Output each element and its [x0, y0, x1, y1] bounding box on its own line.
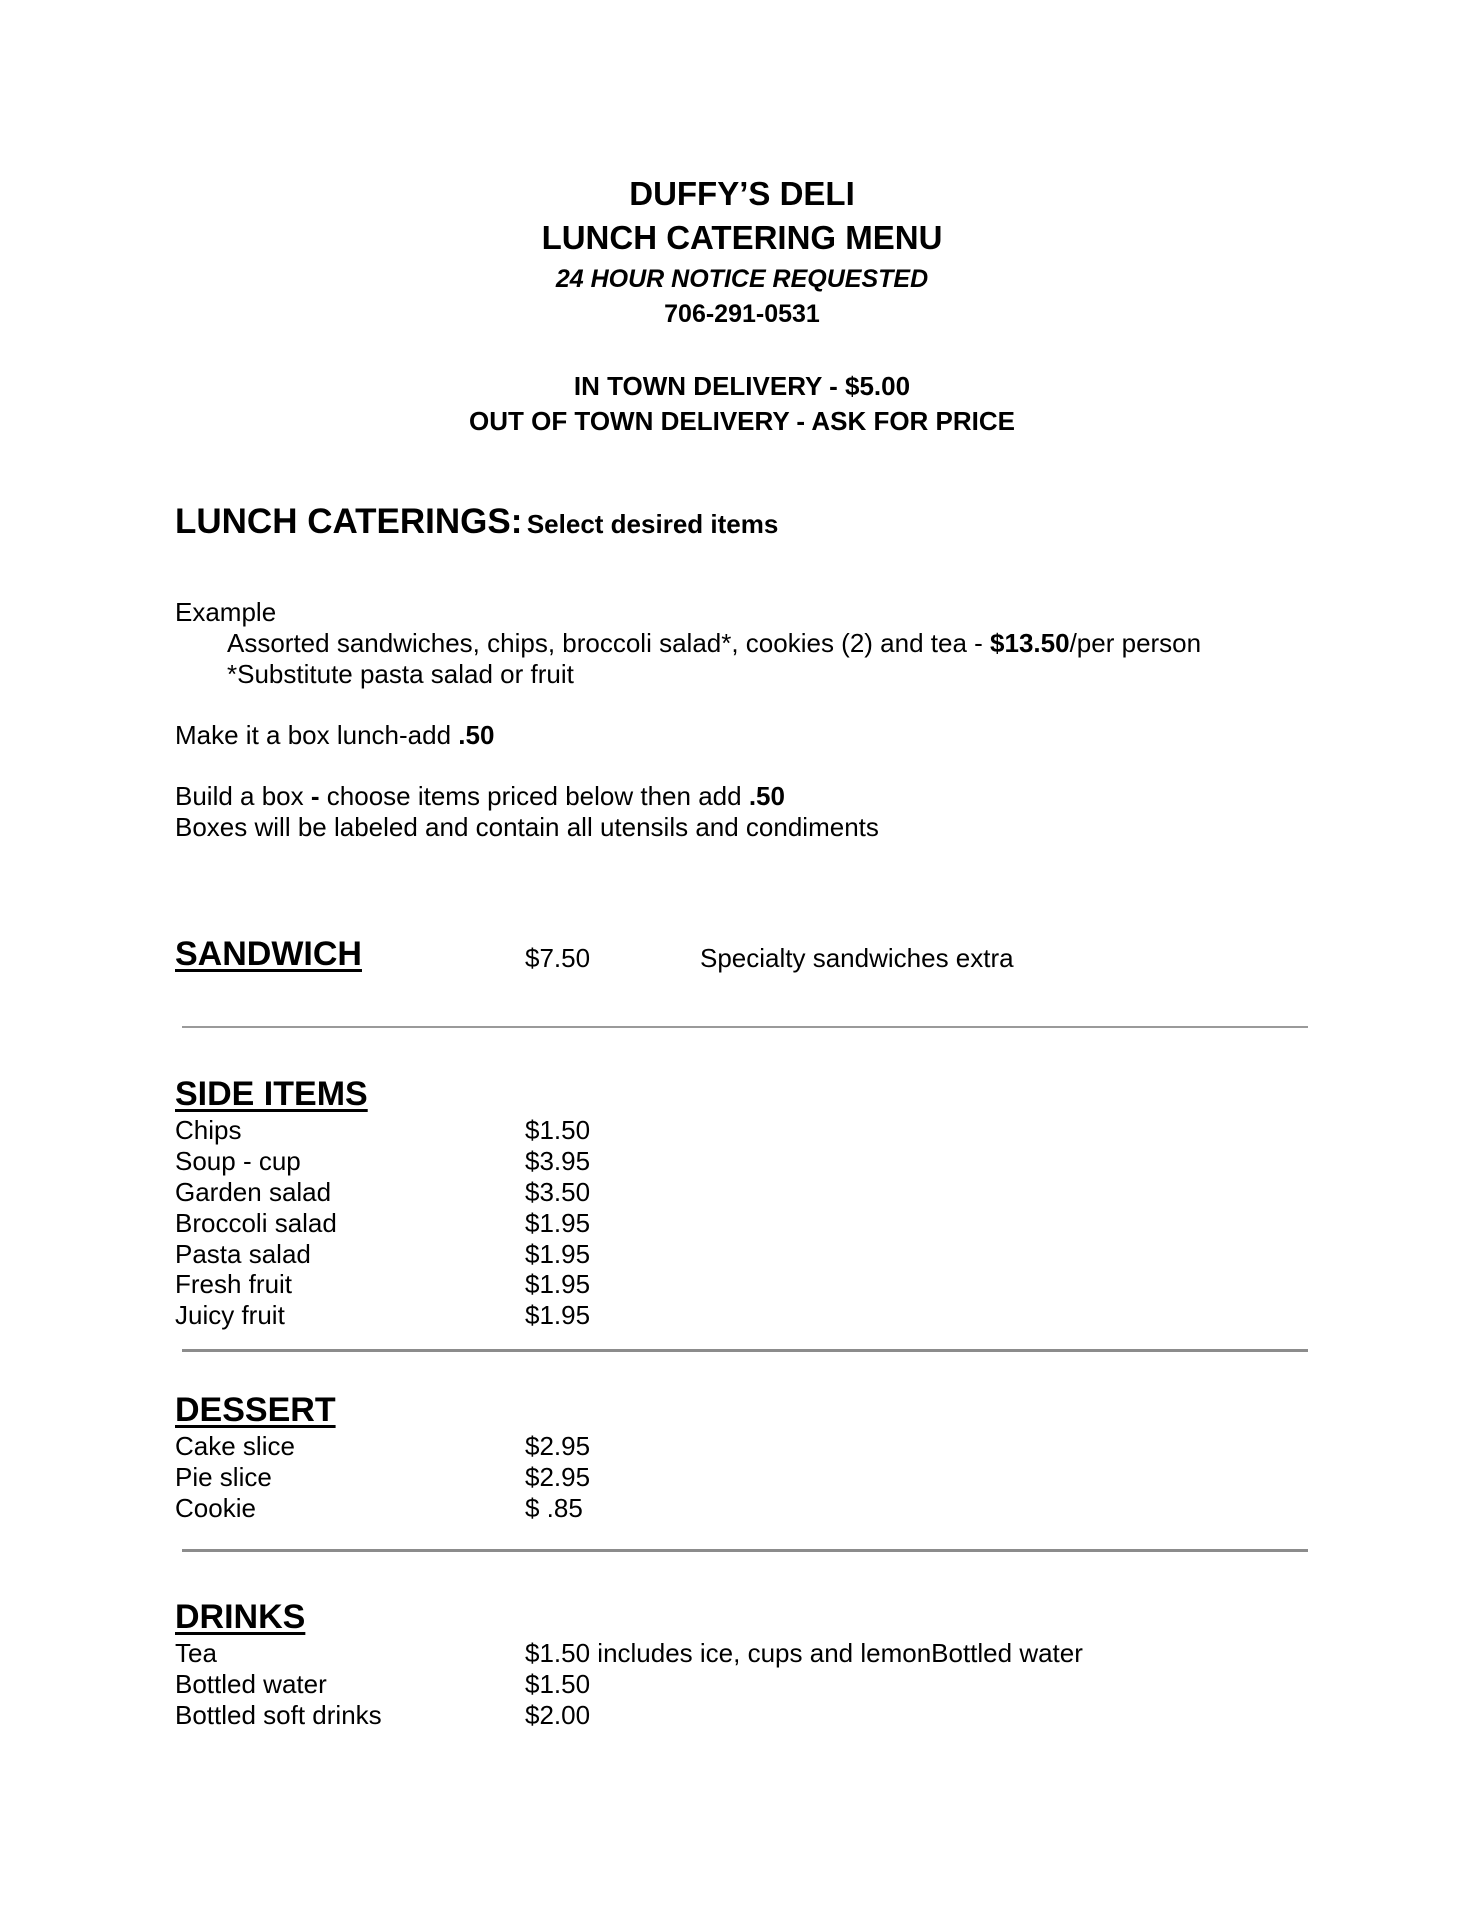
side-item-price: $1.95 — [525, 1208, 591, 1238]
side-item-name: Broccoli salad — [175, 1208, 337, 1238]
side-items-heading: SIDE ITEMS — [175, 1075, 368, 1113]
divider-side-items — [182, 1349, 1308, 1352]
business-name: DUFFY’S DELI — [629, 175, 855, 212]
divider-dessert — [182, 1549, 1308, 1552]
divider-sandwich — [182, 1026, 1308, 1028]
dessert-item-name: Pie slice — [175, 1462, 272, 1492]
side-item-price: $3.95 — [525, 1146, 591, 1176]
menu-title: LUNCH CATERING MENU — [541, 219, 943, 256]
side-item-name: Soup - cup — [175, 1146, 301, 1176]
caterings-subheading: Select desired items — [526, 509, 779, 539]
sandwich-heading: SANDWICH — [175, 935, 362, 973]
side-item-name: Pasta salad — [175, 1239, 311, 1269]
notice-text: 24 HOUR NOTICE REQUESTED — [555, 265, 929, 293]
box-lunch-price: .50 — [458, 720, 495, 750]
drinks-heading: DRINKS — [175, 1598, 306, 1636]
drink-item-price: $1.50 — [525, 1669, 591, 1699]
sandwich-note: Specialty sandwiches extra — [700, 943, 1014, 973]
build-box-dash: - — [310, 781, 320, 811]
side-item-price: $1.95 — [525, 1239, 591, 1269]
side-item-name: Juicy fruit — [175, 1300, 285, 1330]
drink-item-name: Tea — [175, 1638, 217, 1668]
example-label: Example — [175, 597, 277, 627]
caterings-heading-row — [175, 502, 778, 542]
out-of-town-delivery: OUT OF TOWN DELIVERY - ASK FOR PRICE — [468, 406, 1016, 436]
caterings-heading: LUNCH CATERINGS: — [175, 502, 523, 541]
drink-item-name: Bottled water — [175, 1669, 327, 1699]
in-town-delivery: IN TOWN DELIVERY - $5.00 — [573, 371, 911, 401]
example-line-text: Assorted sandwiches, chips, broccoli salad*, cookies (2) and tea - — [227, 628, 991, 658]
side-item-price: $1.95 — [525, 1300, 591, 1330]
dessert-item-price: $2.95 — [525, 1462, 591, 1492]
box-lunch-line — [175, 720, 494, 751]
build-box-price: .50 — [748, 781, 785, 811]
side-item-name: Fresh fruit — [175, 1269, 293, 1299]
dessert-item-name: Cake slice — [175, 1431, 295, 1461]
side-item-price: $1.95 — [525, 1269, 591, 1299]
side-item-price: $3.50 — [525, 1177, 591, 1207]
example-line-suffix: /per person — [1069, 628, 1202, 658]
sandwich-price: $7.50 — [525, 943, 591, 973]
build-box-note: Boxes will be labeled and contain all utensils and condiments — [175, 812, 879, 842]
example-line — [227, 628, 1201, 659]
example-substitute: *Substitute pasta salad or fruit — [227, 659, 574, 689]
example-line-price: $13.50 — [990, 628, 1070, 658]
side-item-name: Chips — [175, 1115, 242, 1145]
build-box-line — [175, 781, 785, 812]
dessert-heading: DESSERT — [175, 1391, 336, 1429]
dessert-item-price: $2.95 — [525, 1431, 591, 1461]
drink-item-name: Bottled soft drinks — [175, 1700, 382, 1730]
build-box-text-a: Build a box — [175, 781, 311, 811]
phone-number: 706-291-0531 — [664, 300, 820, 328]
side-item-name: Garden salad — [175, 1177, 332, 1207]
build-box-text-b: choose items priced below then add — [319, 781, 749, 811]
drink-item-price: $1.50 includes ice, cups and lemonBottled water — [525, 1638, 1083, 1668]
drink-item-price: $2.00 — [525, 1700, 591, 1730]
side-item-price: $1.50 — [525, 1115, 591, 1145]
dessert-item-name: Cookie — [175, 1493, 256, 1523]
dessert-item-price: $ .85 — [525, 1493, 583, 1523]
box-lunch-text: Make it a box lunch-add — [175, 720, 459, 750]
